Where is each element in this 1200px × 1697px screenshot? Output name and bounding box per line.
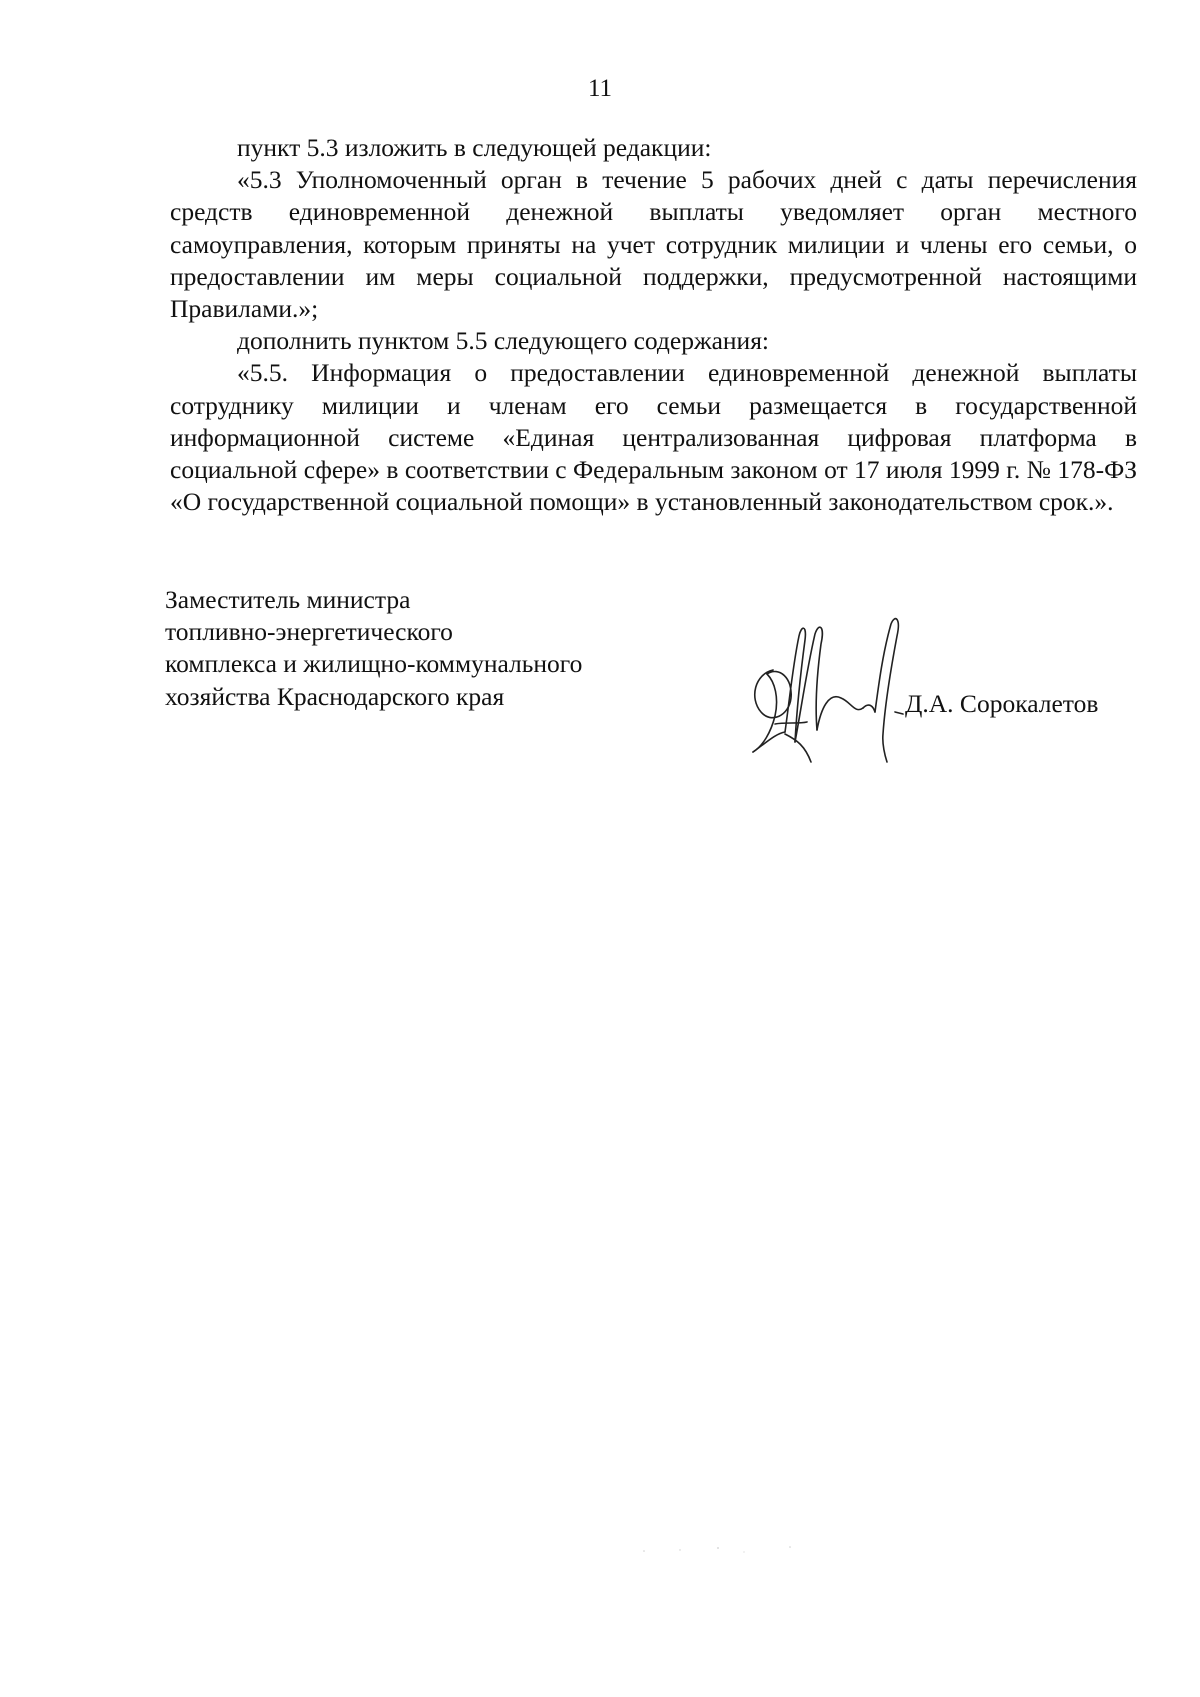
paragraph: дополнить пунктом 5.5 следующего содержания: — [237, 326, 770, 356]
signatory-position-line: комплекса и жилищно-коммунального — [165, 649, 583, 679]
paragraph: «5.3 Уполномоченный орган в течение 5 рабочих дней с даты перечисления средств единовременной денежной выплаты уведомляет орган местного самоуправления, которым приняты на учет сотрудник милиции и члены его семьи, о предоставлении им меры социальной поддержки, предусмотренной настоящими Правилами.»; — [170, 165, 1137, 324]
paragraph: «5.5. Информация о предоставлении единовременной денежной выплаты сотруднику милиции и членам его семьи размещается в государственной информационной системе «Единая централизованная цифровая платформа в социальной сфере» в соответствии с Федеральным законом от 17 июля 1999 г. № 178-ФЗ «О государственной социальной помощи» в установленный законодательством срок.». — [170, 358, 1137, 517]
signatory-position-line: топливно-энергетического — [165, 617, 453, 647]
handwritten-signature — [745, 612, 925, 772]
paragraph: пункт 5.3 изложить в следующей редакции: — [237, 133, 712, 162]
document-body — [170, 132, 1137, 518]
scan-artifacts — [640, 1545, 800, 1555]
signatory-name: Д.А. Сорокалетов — [905, 689, 1099, 718]
signatory-position-line: хозяйства Краснодарского края — [165, 681, 505, 711]
signatory-position-line: Заместитель министра — [165, 585, 411, 614]
signatory-position — [165, 584, 705, 713]
page-number: 11 — [587, 75, 613, 102]
